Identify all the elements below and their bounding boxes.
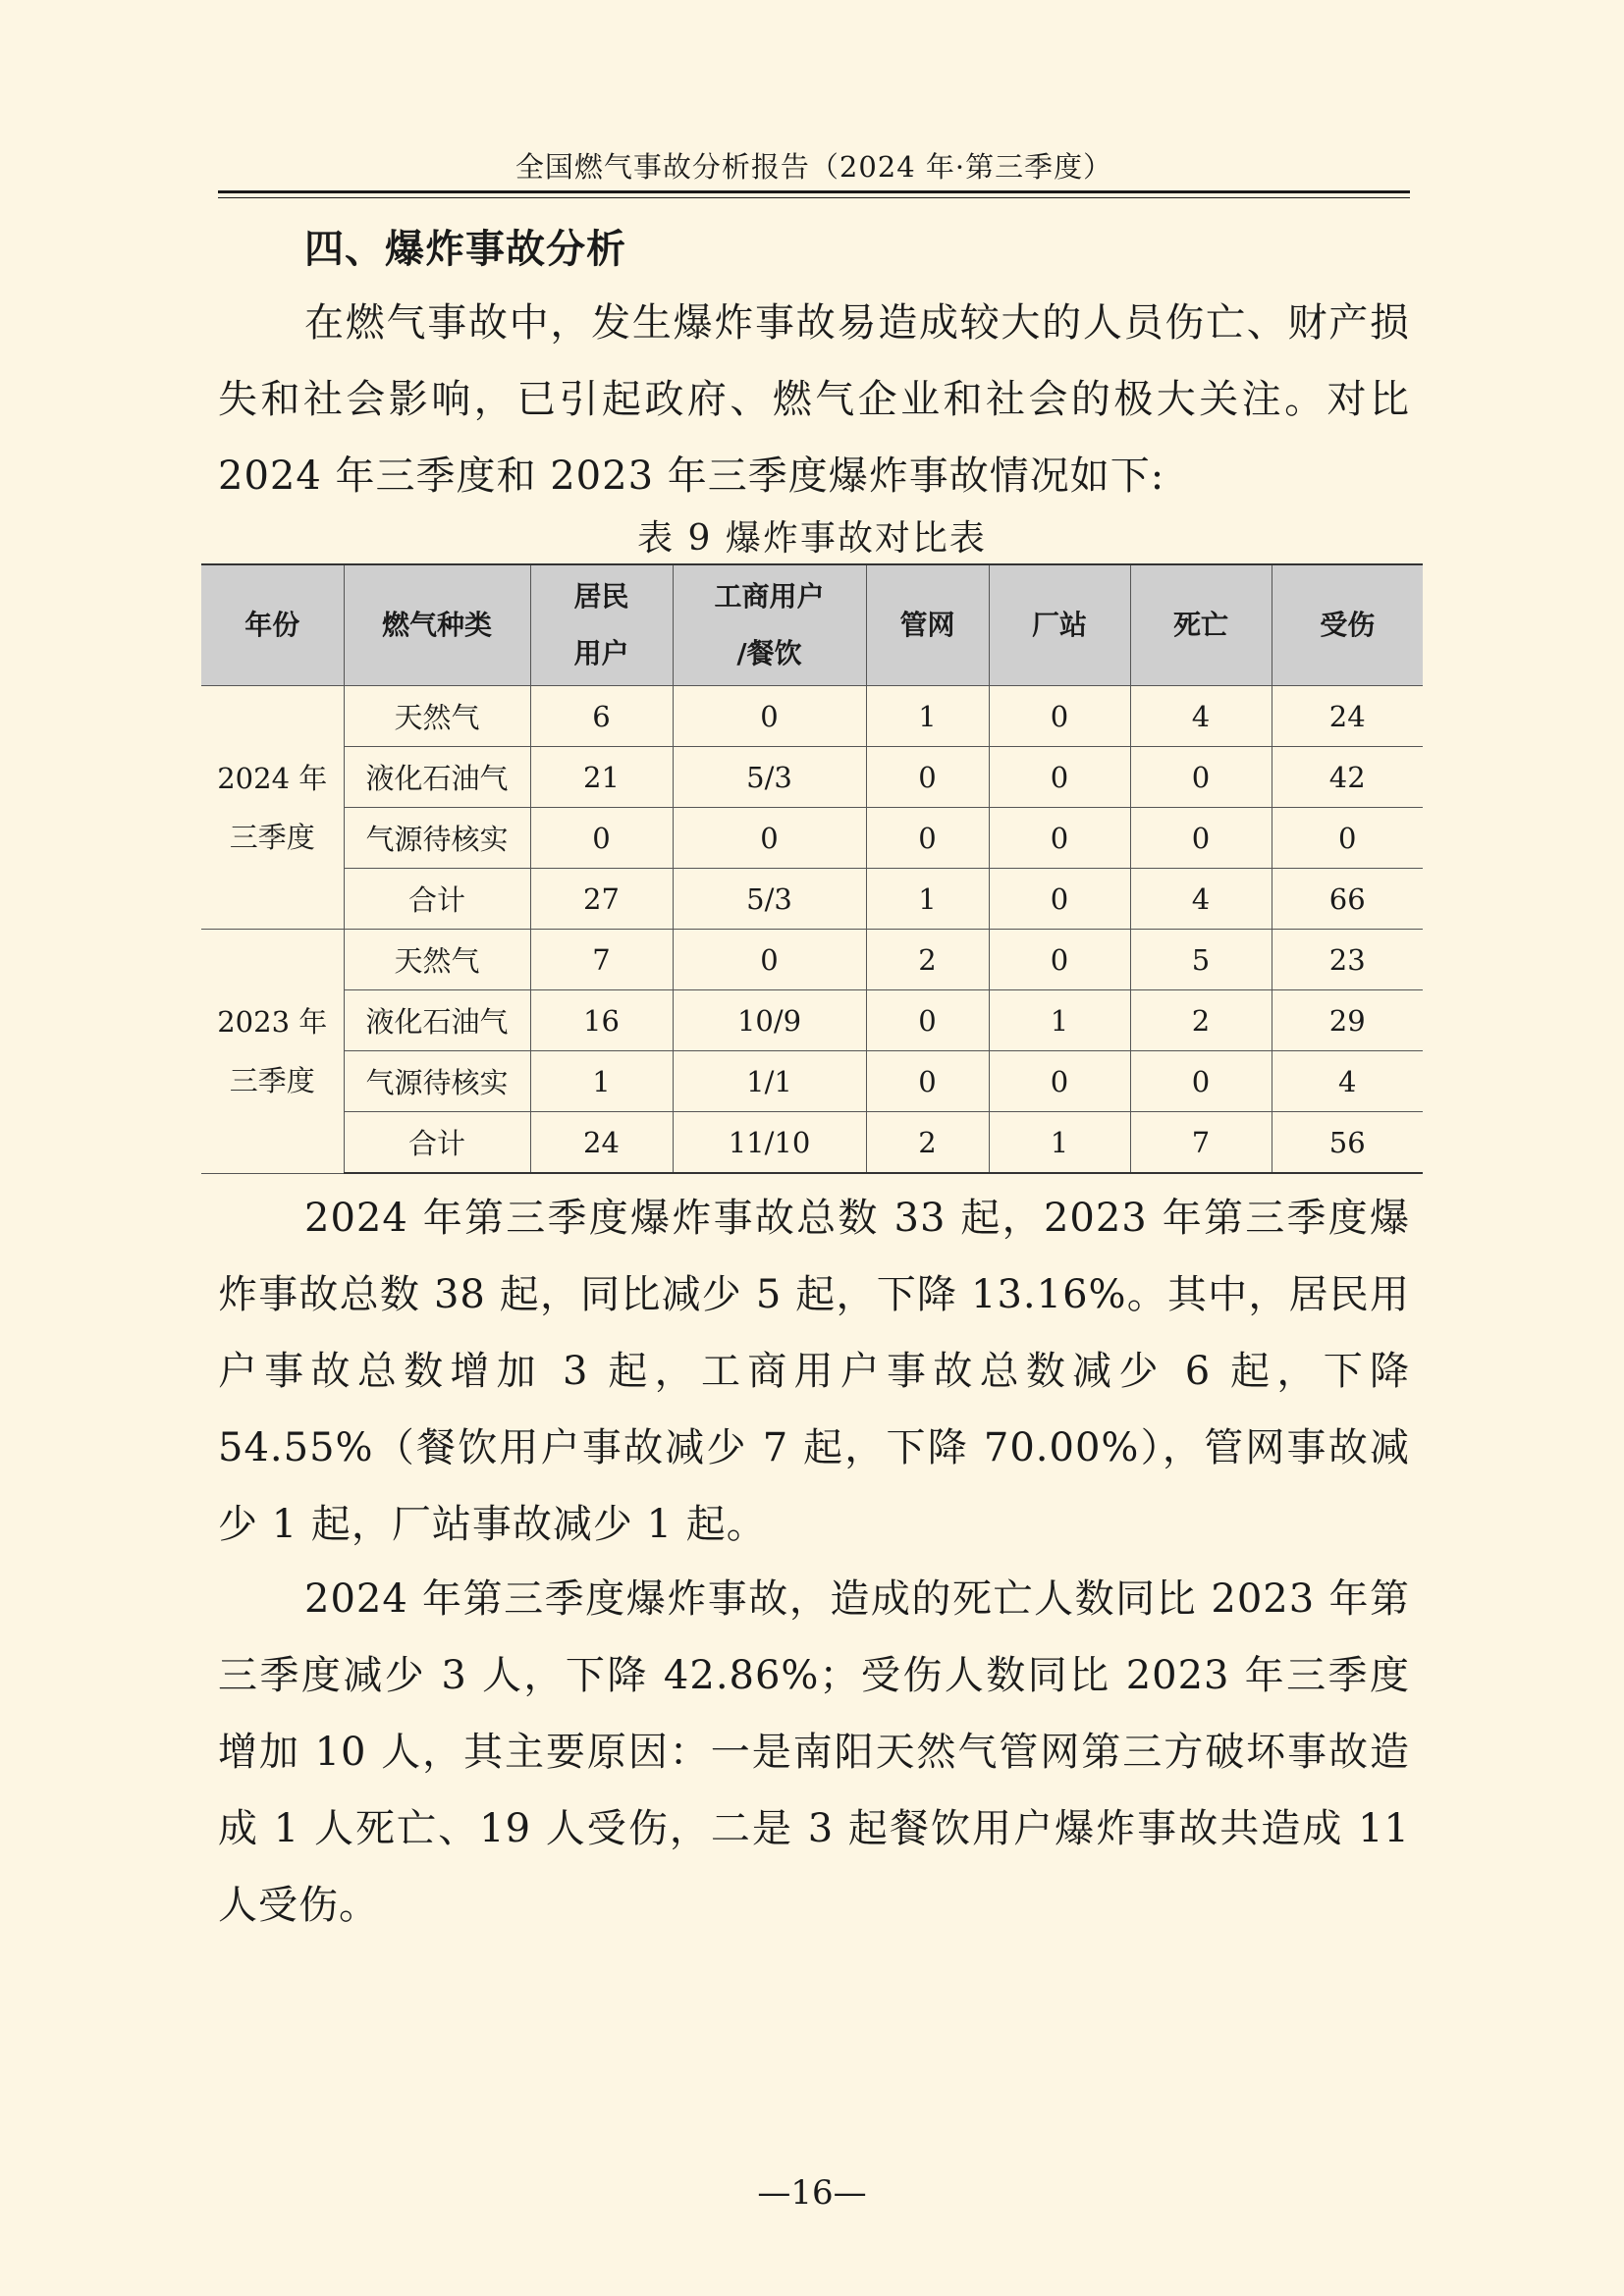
header-resident-line1: 居民 bbox=[573, 580, 629, 613]
deaths-cell: 4 bbox=[1130, 869, 1272, 930]
gas-type-cell: 合计 bbox=[344, 1112, 530, 1174]
pipeline-cell: 0 bbox=[866, 990, 989, 1051]
station-cell: 0 bbox=[989, 930, 1130, 990]
pipeline-cell: 2 bbox=[866, 930, 989, 990]
deaths-cell: 0 bbox=[1130, 1051, 1272, 1112]
pipeline-cell: 0 bbox=[866, 1051, 989, 1112]
header-commercial bbox=[673, 564, 866, 686]
station-cell: 1 bbox=[989, 990, 1130, 1051]
section-title: 四、爆炸事故分析 bbox=[304, 227, 626, 272]
commercial-cell: 0 bbox=[673, 930, 866, 990]
injuries-cell: 24 bbox=[1272, 686, 1423, 747]
injuries-cell: 4 bbox=[1272, 1051, 1423, 1112]
injuries-cell: 42 bbox=[1272, 747, 1423, 808]
table-row bbox=[201, 686, 1423, 747]
injuries-cell: 23 bbox=[1272, 930, 1423, 990]
gas-type-cell: 合计 bbox=[344, 869, 530, 930]
injuries-cell: 29 bbox=[1272, 990, 1423, 1051]
table-row bbox=[201, 808, 1423, 869]
casualty-paragraph: 2024 年第三季度爆炸事故，造成的死亡人数同比 2023 年第三季度减少 3 人，下降 42.86%；受伤人数同比 2023 年三季度增加 10 人，其主要原因：一是南阳天然气管网第三方破坏事故造成 1 人死亡、19 人受伤，二是 3 起餐饮用户爆炸事故共造成 11 人受伤。 bbox=[218, 1576, 1410, 1928]
commercial-cell: 0 bbox=[673, 808, 866, 869]
resident-cell: 7 bbox=[530, 930, 673, 990]
year-cell-2024 bbox=[201, 686, 344, 930]
pipeline-cell: 0 bbox=[866, 747, 989, 808]
gas-type-cell: 气源待核实 bbox=[344, 808, 530, 869]
station-cell: 1 bbox=[989, 1112, 1130, 1174]
resident-cell: 16 bbox=[530, 990, 673, 1051]
resident-cell: 21 bbox=[530, 747, 673, 808]
header-commercial-line1: 工商用户 bbox=[714, 580, 825, 613]
intro-paragraph: 在燃气事故中，发生爆炸事故易造成较大的人员伤亡、财产损失和社会影响，已引起政府、燃气企业和社会的极大关注。对比 2024 年三季度和 2023 年三季度爆炸事故情况如下: bbox=[218, 300, 1410, 499]
year-line2: 三季度 bbox=[229, 820, 315, 854]
deaths-cell: 4 bbox=[1130, 686, 1272, 747]
header-pipeline: 管网 bbox=[866, 564, 989, 686]
commercial-cell: 10/9 bbox=[673, 990, 866, 1051]
injuries-cell: 56 bbox=[1272, 1112, 1423, 1174]
pipeline-cell: 0 bbox=[866, 808, 989, 869]
table-row bbox=[201, 747, 1423, 808]
header-year: 年份 bbox=[201, 564, 344, 686]
page-number: —16— bbox=[757, 2173, 867, 2213]
commercial-cell: 11/10 bbox=[673, 1112, 866, 1174]
deaths-cell: 0 bbox=[1130, 808, 1272, 869]
resident-cell: 1 bbox=[530, 1051, 673, 1112]
table-row bbox=[201, 1051, 1423, 1112]
commercial-cell: 5/3 bbox=[673, 869, 866, 930]
header-injuries: 受伤 bbox=[1272, 564, 1423, 686]
pipeline-cell: 2 bbox=[866, 1112, 989, 1174]
header-deaths: 死亡 bbox=[1130, 564, 1272, 686]
header-station: 厂站 bbox=[989, 564, 1130, 686]
commercial-cell: 0 bbox=[673, 686, 866, 747]
year-line1: 2024 年 bbox=[217, 761, 328, 795]
resident-cell: 27 bbox=[530, 869, 673, 930]
gas-type-cell: 天然气 bbox=[344, 930, 530, 990]
header-rule-thin bbox=[218, 197, 1410, 198]
deaths-cell: 5 bbox=[1130, 930, 1272, 990]
deaths-cell: 2 bbox=[1130, 990, 1272, 1051]
station-cell: 0 bbox=[989, 686, 1130, 747]
header-rule-thick bbox=[218, 190, 1410, 193]
table-row bbox=[201, 869, 1423, 930]
summary-paragraph: 2024 年第三季度爆炸事故总数 33 起，2023 年第三季度爆炸事故总数 38 起，同比减少 5 起，下降 13.16%。其中，居民用户事故总数增加 3 起，工商用户事故总数减少 6 起，下降 54.55%（餐饮用户事故减少 7 起，下降 70.00%），管网事故减少 1 起，厂站事故减少 1 起。 bbox=[218, 1196, 1410, 1547]
pipeline-cell: 1 bbox=[866, 686, 989, 747]
injuries-cell: 66 bbox=[1272, 869, 1423, 930]
resident-cell: 0 bbox=[530, 808, 673, 869]
table-header-row bbox=[201, 564, 1423, 686]
station-cell: 0 bbox=[989, 1051, 1130, 1112]
station-cell: 0 bbox=[989, 869, 1130, 930]
resident-cell: 6 bbox=[530, 686, 673, 747]
gas-type-cell: 液化石油气 bbox=[344, 747, 530, 808]
gas-type-cell: 天然气 bbox=[344, 686, 530, 747]
commercial-cell: 1/1 bbox=[673, 1051, 866, 1112]
injuries-cell: 0 bbox=[1272, 808, 1423, 869]
year-cell-2023 bbox=[201, 930, 344, 1174]
running-header: 全国燃气事故分析报告（2024 年·第三季度） bbox=[514, 150, 1113, 184]
year-line2: 三季度 bbox=[229, 1063, 315, 1097]
station-cell: 0 bbox=[989, 747, 1130, 808]
deaths-cell: 7 bbox=[1130, 1112, 1272, 1174]
table-row bbox=[201, 990, 1423, 1051]
header-resident-line2: 用户 bbox=[573, 637, 629, 669]
table-row bbox=[201, 1112, 1423, 1174]
year-line1: 2023 年 bbox=[217, 1004, 328, 1039]
table-row bbox=[201, 930, 1423, 990]
header-commercial-line2: /餐饮 bbox=[736, 637, 802, 669]
commercial-cell: 5/3 bbox=[673, 747, 866, 808]
header-resident bbox=[530, 564, 673, 686]
resident-cell: 24 bbox=[530, 1112, 673, 1174]
gas-type-cell: 液化石油气 bbox=[344, 990, 530, 1051]
deaths-cell: 0 bbox=[1130, 747, 1272, 808]
station-cell: 0 bbox=[989, 808, 1130, 869]
table-caption: 表 9 爆炸事故对比表 bbox=[637, 518, 987, 559]
gas-type-cell: 气源待核实 bbox=[344, 1051, 530, 1112]
header-gas-type: 燃气种类 bbox=[344, 564, 530, 686]
pipeline-cell: 1 bbox=[866, 869, 989, 930]
explosion-comparison-table bbox=[201, 563, 1423, 1174]
